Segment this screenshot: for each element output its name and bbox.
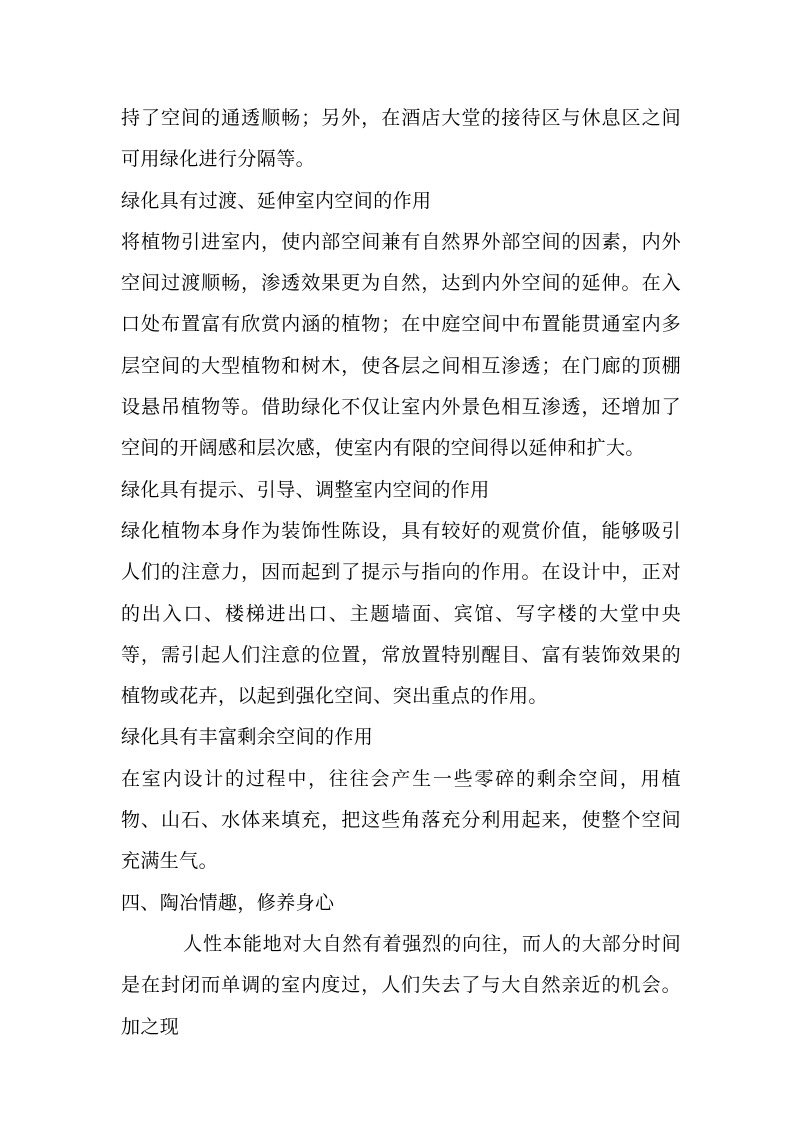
body-paragraph: 将植物引进室内，使内部空间兼有自然界外部空间的因素，内外空间过渡顺畅，渗透效果更为自然，达到内外空间的延伸。在入口处布置富有欣赏内涵的植物；在中庭空间中布置能贯通室内多层空间的大型植物和树木，使各层之间相互渗透；在门廊的顶棚设悬吊植物等。借助绿化不仅让室内外景色相互渗透，还增加了空间的开阔感和层次感，使室内有限的空间得以延伸和扩大。 <box>121 230 681 460</box>
body-paragraph: 绿化植物本身作为装饰性陈设，具有较好的观赏价值，能够吸引人们的注意力，因而起到了提示与指向的作用。在设计中，正对的出入口、楼梯进出口、主题墙面、宾馆、写字楼的大堂中央等，需引起人们注意的位置，常放置特别醒目、富有装饰效果的植物或花卉，以起到强化空间、突出重点的作用。 <box>121 519 681 708</box>
body-paragraph: 持了空间的通透顺畅；另外，在酒店大堂的接待区与休息区之间可用绿化进行分隔等。 <box>121 107 681 171</box>
section-heading: 绿化具有提示、引导、调整室内空间的作用 <box>121 478 490 501</box>
chapter-heading: 四、陶冶情趣，修养身心 <box>121 891 335 914</box>
document-body <box>121 98 681 1048</box>
section-heading: 绿化具有丰富剩余空间的作用 <box>121 726 374 749</box>
section-heading: 绿化具有过渡、延伸室内空间的作用 <box>121 189 432 212</box>
body-paragraph: 在室内设计的过程中，往往会产生一些零碎的剩余空间，用植物、山石、水体来填充，把这些角落充分利用起来，使整个空间充满生气。 <box>121 767 681 873</box>
body-paragraph-indented: 人性本能地对大自然有着强烈的向往，而人的大部分时间是在封闭而单调的室内度过，人们失去了与大自然亲近的机会。加之现 <box>121 932 681 1038</box>
